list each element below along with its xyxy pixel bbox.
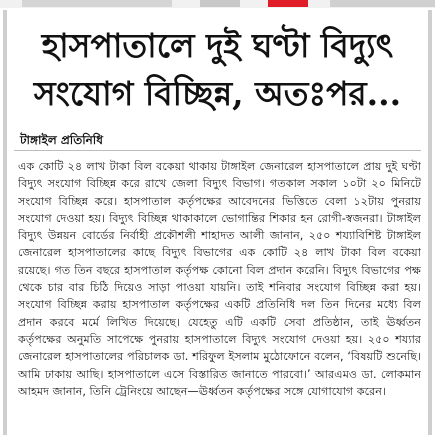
- top-strip-red: [268, 0, 308, 7]
- right-border: [428, 10, 432, 435]
- article-paragraph: এক কোটি ২৪ লাখ টাকা বিল বকেয়া থাকায় টাঙ্গাইল জেনারেল হাসপাতালে প্রায় দুই ঘণ্টা বিদ্যুৎ সংযোগ বিচ্ছিন্ন করে রাখে জেলা বিদ্যুৎ বিভাগ। গতকাল সকাল ১০টা ২০ মিনিটে সংযোগ বিচ্ছিন্ন করে। হাসপাতাল কর্তৃপক্ষের আবেদনের ভিত্তিতে বেলা ১২টায় পুনরায় সংযোগ দেওয়া হয়। বিদ্যুৎ বিচ্ছিন্ন থাকাকালে ভোগান্তির শিকার হন রোগী-স্বজনরা। টাঙ্গাইল বিদ্যুৎ উন্নয়ন বোর্ডের নির্বাহী প্রকৌশলী শাহাদত আলী জানান, ২৫০ শয্যাবিশিষ্ট টাঙ্গাইল জেনারেল হাসপাতালের কাছে বিদ্যুৎ বিভাগের এক কোটি ২৪ লাখ টাকা বিল বকেয়া রয়েছে। গত তিন বছরে হাসপাতাল কর্তৃপক্ষ কোনো বিল প্রদান করেনি। বিদ্যুৎ বিভাগের পক্ষ থেকে চার বার চিঠি দিয়েও সাড়া পাওয়া যায়নি। তাই শনিবার সংযোগ বিচ্ছিন্ন করা হয়। সংযোগ বিচ্ছিন্ন করায় হাসপাতাল কর্তৃপক্ষের একটি প্রতিনিধি দল তিন দিনের মধ্যে বিল প্রদান করবে মর্মে লিখিত দিয়েছে। যেহেতু এটি একটি সেবা প্রতিষ্ঠান, তাই ঊর্ধ্বতন কর্তৃপক্ষের অনুমতি সাপেক্ষে পুনরায় হাসপাতালে বিদ্যুৎ সংযোগ দেওয়া হয়। ২৫০ শয্যার জেনারেল হাসপাতালের পরিচালক ডা. শরিফুল ইসলাম মুঠোফোনে বলেন, ‘বিষয়টি শুনেছি। আমি ঢাকায় আছি। হাসপাতালে এসে বিস্তারিত জানাতে পারবো।’ আরএমও ডা. লোকমান আহমদ জানান, তিনি ট্রেনিংয়ে আছেন—ঊর্ধ্বতন কর্তৃপক্ষের সঙ্গে যোগাযোগ করেন।: [18, 160, 421, 398]
- article-body: [18, 158, 421, 433]
- byline: টাঙ্গাইল প্রতিনিধি: [20, 133, 103, 147]
- headline-block: [14, 22, 421, 132]
- top-color-strip: [0, 0, 435, 8]
- divider-rule: [14, 150, 421, 151]
- headline-line-2: সংযোগ বিচ্ছিন্ন, অতঃপর...: [33, 74, 402, 113]
- top-strip-gray-1: [22, 0, 172, 7]
- left-border: [3, 10, 7, 435]
- headline-line-1: হাসপাতালে দুই ঘণ্টা বিদ্যুৎ: [41, 26, 394, 65]
- top-strip-gray-2: [200, 0, 240, 7]
- top-strip-gray-3: [330, 0, 435, 7]
